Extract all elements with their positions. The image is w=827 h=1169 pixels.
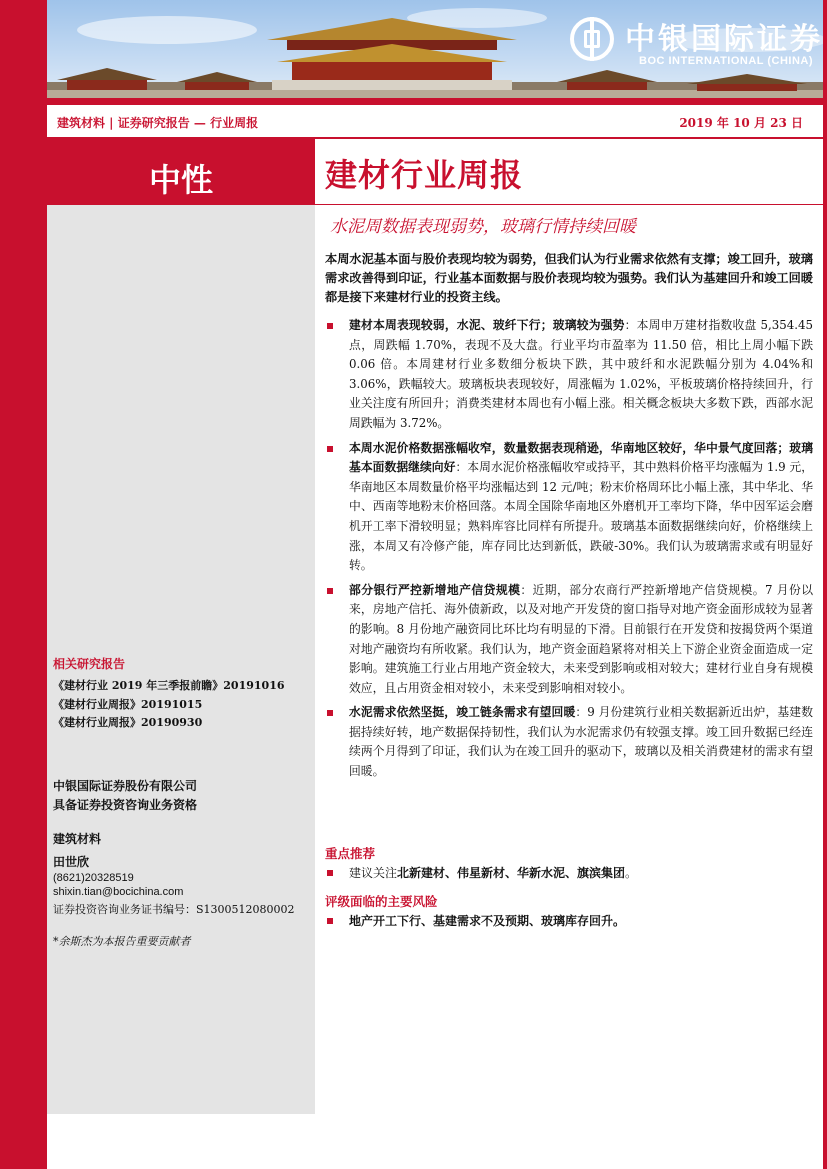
report-meta-line <box>47 105 823 137</box>
key-point <box>325 581 813 699</box>
related-report-item[interactable]: 《建材行业 2019 年三季报前瞻》20191016 <box>53 679 285 692</box>
key-point-text: ：本周申万建材指数收盘 5,354.45 点，周跌幅 1.70%，表现不及大盘。行业平均市盈率为 11.50 倍，相比上周小幅下跌 0.06 倍。本周建材行业多数细分板块下跌，其中玻纤和水泥跌幅分别为 4.04%和 3.06%，跌幅较大。玻璃板块表现较好，周涨幅为 1.02%，平板玻璃价格持续回升，行业关注度有所回升；消费类建材本周也有小幅上涨。相关概念板块大多数下跌，西部水泥周跌幅为 3.72%。 <box>349 318 813 430</box>
logo-chinese-name: 中银国际证券 <box>625 22 823 57</box>
key-point-text: ：本周水泥价格涨幅收窄或持平，其中熟料价格平均涨幅为 1.9 元，华南地区本周数量价格平均涨幅达到 12 元/吨；粉末价格周环比小幅上涨，其中华北、华中、西南等地粉末价格回落。本周全国除华南地区外磨机开工率均下降，华中因军运会磨机开工率下滑较明显；熟料库容比同样有所提升。玻璃基本面数据继续向好，价格继续上涨，本周又有冷修产能，库存同比达到新低，跌破-30%。我们认为玻璃需求或有明显好转。 <box>349 460 813 573</box>
bullet-square-icon <box>327 918 333 924</box>
key-picks-suffix: 。 <box>625 866 638 880</box>
bullet-square-icon <box>327 870 333 876</box>
rating-label: 中性 <box>148 161 213 199</box>
analyst-name: 田世欣 <box>53 855 90 869</box>
key-point-lead: 建材本周表现较弱，水泥、玻纤下行；玻璃较为强势 <box>349 318 625 332</box>
key-point <box>325 316 813 434</box>
key-point-lead: 本周水泥价格数据涨幅收窄，数量数据表现稍逊，华南地区较好，华中景气度回落；玻璃基本面数据继续向好 <box>349 440 813 475</box>
risks-text: 地产开工下行、基建需求不及预期、玻璃库存回升。 <box>349 914 626 928</box>
key-picks-heading: 重点推荐 <box>325 846 376 861</box>
key-point <box>325 703 813 781</box>
key-picks-prefix: 建议关注 <box>349 866 398 880</box>
report-category: 建筑材料 | 证券研究报告 — 行业周报 <box>57 116 259 130</box>
related-report-item[interactable]: 《建材行业周报》20191015 <box>53 698 203 711</box>
boc-logo-icon <box>570 17 614 61</box>
bullet-square-icon <box>327 446 333 452</box>
analyst-certificate: 证券投资咨询业务证书编号：S1300512080002 <box>53 903 295 916</box>
company-name: 中银国际证券股份有限公司 <box>53 779 198 793</box>
bullet-square-icon <box>327 588 333 594</box>
left-accent-bar <box>0 0 47 1169</box>
logo-english-name: BOC INTERNATIONAL (CHINA) <box>639 55 814 67</box>
report-subtitle: 水泥周数据表现弱势，玻璃行情持续回暖 <box>330 217 636 237</box>
analyst-phone: (8621)20328519 <box>53 872 134 884</box>
risks-item <box>325 912 813 930</box>
key-point-lead: 部分银行严控新增地产信贷规模 <box>349 582 521 597</box>
key-point-lead: 水泥需求依然坚挺，竣工链条需求有望回暖 <box>349 705 576 720</box>
analyst-email[interactable]: shixin.tian@bocichina.com <box>53 886 184 898</box>
related-reports-heading: 相关研究报告 <box>53 657 126 671</box>
header-banner <box>47 0 823 105</box>
report-title: 建材行业周报 <box>325 156 524 194</box>
key-picks-names: 北新建材、伟星新材、华新水泥、旗滨集团 <box>397 866 626 880</box>
report-date: 2019 年 10 月 23 日 <box>679 116 803 130</box>
rating-box <box>47 139 315 205</box>
title-divider <box>315 204 823 205</box>
sector-label: 建筑材料 <box>53 832 102 846</box>
key-point-text: ：9 月份建筑行业相关数据新近出炉，基建数据持续好转，地产数据保持韧性，我们认为水泥需求仍有较强支撑。竣工回升数据已经连续两个月得到了印证，我们认为在竣工回升的驱动下，玻璃以及相关消费建材的需求有望回暖。 <box>349 705 813 779</box>
key-picks-item <box>325 864 813 882</box>
left-sidebar <box>47 139 315 1114</box>
bullet-square-icon <box>327 323 333 329</box>
bullet-square-icon <box>327 710 333 716</box>
right-accent-bar <box>823 0 827 1169</box>
key-point-text: ：近期，部分农商行严控新增地产信贷规模。7 月份以来，房地产信托、海外债新政，以及对地产开发贷的窗口指导对地产资金面形成较为显著的影响。8 月份地产融资同比环比均有明显的下滑。目前银行在开发贷和按揭贷两个渠道对地产融资均有所收紧。我们认为，地产资金面趋紧将对相关上下游企业资金面造成一定影响。建筑施工行业占用地产资金较大，未来受到影响或相对较大；建材行业自身有规模效应，且占用资金相对较小，未来受到影响相对较小。 <box>349 582 813 695</box>
related-report-item[interactable]: 《建材行业周报》20190930 <box>53 716 203 729</box>
summary-paragraph: 本周水泥基本面与股价表现均较为弱势，但我们认为行业需求依然有支撑；竣工回升，玻璃需求改善得到印证，行业基本面数据与股价表现均较为强势。我们认为基建回升和竣工回暖都是接下来建材行业的投资主线。 <box>325 252 813 304</box>
risks-heading: 评级面临的主要风险 <box>325 894 438 909</box>
contributor-note: *余斯杰为本报告重要贡献者 <box>53 935 191 948</box>
key-points-list <box>325 316 813 787</box>
key-point <box>325 439 813 576</box>
qualification: 具备证券投资咨询业务资格 <box>53 798 198 812</box>
